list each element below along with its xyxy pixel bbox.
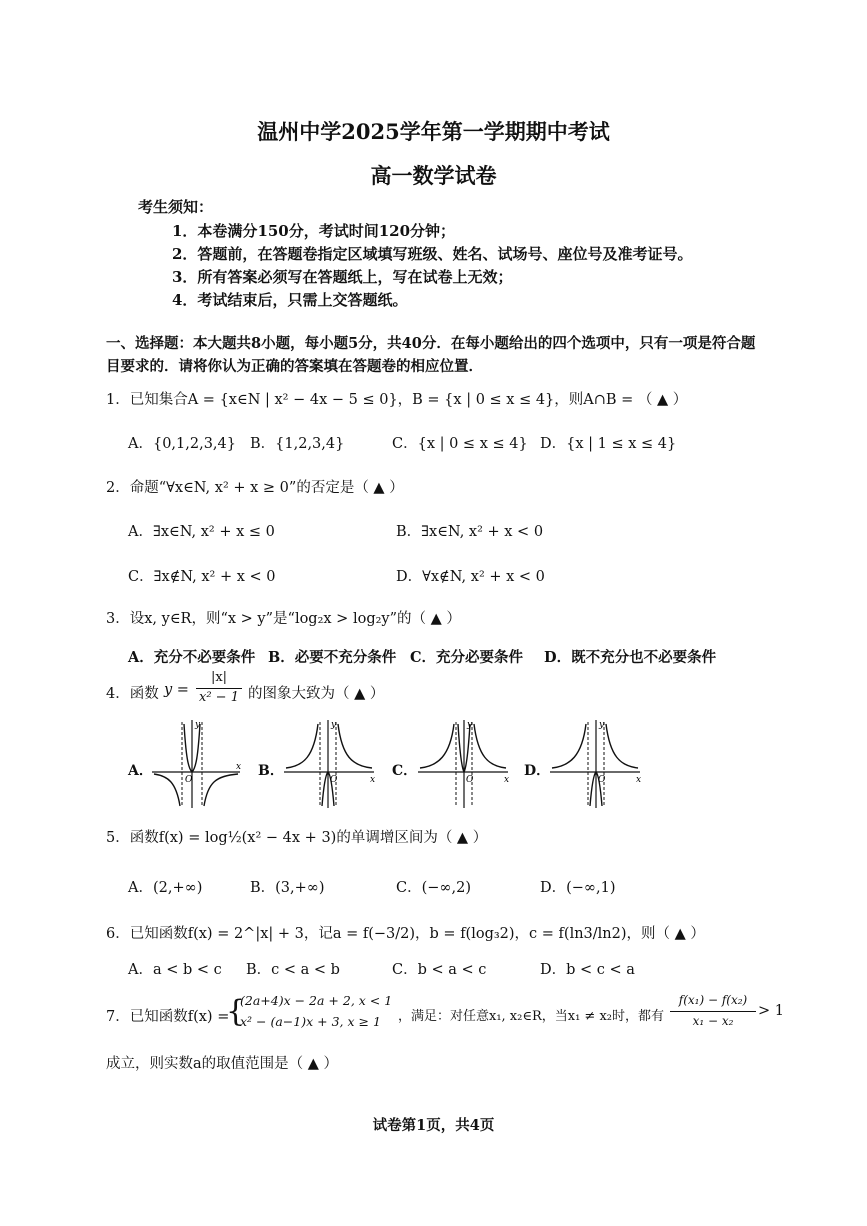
question-2-option-b: B．∃x∈N, x² + x < 0 (396, 524, 544, 540)
question-6-option-b: B．c < a < b (246, 962, 340, 978)
question-5-option-b: B．(3,+∞) (250, 880, 325, 896)
graph-a-curve-right (204, 774, 238, 806)
question-3-option-b: B．必要不充分条件 (268, 649, 397, 666)
graph-a-label: A． (128, 763, 153, 779)
question-5-stem: 5．函数f(x) = log½(x² − 4x + 3)的单调增区间为（ ▲ ） (106, 830, 488, 846)
section-instruction: 一、选择题：本大题共8小题，每小题5分，共40分．在每小题给出的四个选项中，只有一项是符合题 (106, 335, 756, 352)
notice-heading: 考生须知： (138, 198, 214, 216)
question-7-line-2: 成立，则实数a的取值范围是（ ▲ ） (106, 1056, 339, 1072)
graph-d-origin: O (598, 775, 606, 785)
graph-a-curve-left (154, 774, 180, 806)
graph-d-x-label: x (636, 775, 642, 785)
graph-b-origin: O (330, 775, 338, 785)
graph-a-x-label: x (236, 762, 242, 772)
question-2-stem: 2．命题“∀x∈N, x² + x ≥ 0”的否定是（ ▲ ） (106, 480, 404, 496)
question-7-frac-numerator: f(x₁) − f(x₂) (678, 993, 748, 1007)
question-1-stem: 1．已知集合A = {x∈N | x² − 4x − 5 ≤ 0}，B = {x | 0 ≤ x ≤ 4}，则A∩B = （ ▲ ） (106, 392, 688, 408)
question-4-stem-post: 的图象大致为（ ▲ ） (248, 686, 385, 702)
question-2-option-a: A．∃x∈N, x² + x ≤ 0 (128, 524, 275, 540)
graph-d-curve-left (552, 724, 586, 768)
notice-item: 2．答题前，在答题卷指定区域填写班级、姓名、试场号、座位号及准考证号。 (172, 245, 693, 263)
graph-a-origin: O (185, 775, 193, 785)
question-7-brace: { (226, 994, 246, 1029)
question-4-func-y: y = (164, 682, 189, 698)
question-1-option-c: C．{x | 0 ≤ x ≤ 4} (392, 436, 528, 452)
question-5-option-c: C．(−∞,2) (396, 880, 471, 896)
question-1-option-d: D．{x | 1 ≤ x ≤ 4} (540, 436, 677, 452)
graph-d (548, 716, 648, 810)
question-7-case-1: (2a+4)x − 2a + 2, x < 1 (240, 993, 393, 1008)
question-7-frac-denominator: x₁ − x₂ (692, 1014, 734, 1028)
graph-c-curve-left (420, 724, 454, 768)
graph-c-label: C． (392, 763, 418, 779)
question-5-option-d: D．(−∞,1) (540, 880, 616, 896)
graph-a (150, 716, 250, 810)
page-footer: 试卷第1页，共4页 (372, 1117, 495, 1134)
graph-b-curve-right (338, 724, 372, 768)
graph-b-x-label: x (370, 775, 376, 785)
question-5-option-a: A．(2,+∞) (128, 880, 203, 896)
question-7-case-2: x² − (a−1)x + 3, x ≥ 1 (240, 1014, 381, 1029)
graph-b-curve-left (286, 724, 318, 768)
question-6-stem: 6．已知函数f(x) = 2^|x| + 3，记a = f(−3/2)，b = f(log₃2)，c = f(ln3/ln2)，则（ ▲ ） (106, 926, 705, 942)
notice-item: 1．本卷满分150分，考试时间120分钟； (172, 222, 456, 240)
notice-item: 3．所有答案必须写在答题纸上，写在试卷上无效； (172, 268, 513, 286)
question-7-stem-mid: ，满足：对任意x₁, x₂∈R，当x₁ ≠ x₂时，都有 (398, 1009, 665, 1024)
graph-b-label: B． (258, 763, 284, 779)
question-4-stem-pre: 4．函数 (106, 686, 159, 702)
graph-c-x-label: x (504, 775, 510, 785)
question-2-option-c: C．∃x∉N, x² + x < 0 (128, 569, 276, 585)
graph-d-curve-right (606, 724, 638, 768)
question-2-option-d: D．∀x∉N, x² + x < 0 (396, 569, 545, 585)
question-6-option-a: A．a < b < c (128, 962, 222, 978)
question-3-stem: 3．设x, y∈R，则“x > y”是“log₂x > log₂y”的（ ▲ ） (106, 611, 461, 627)
graph-c (416, 716, 516, 810)
graph-d-label: D． (524, 763, 551, 779)
question-7-stem-tail: > 1 (758, 1003, 784, 1019)
question-7-fraction-bar (670, 1011, 756, 1012)
question-6-option-d: D．b < c < a (540, 962, 635, 978)
graph-b (282, 716, 382, 810)
graph-c-y-label: y (467, 720, 473, 730)
question-3-option-d: D．既不充分也不必要条件 (544, 649, 717, 666)
graph-a-y-label: y (195, 720, 201, 730)
question-1-option-b: B．{1,2,3,4} (250, 436, 345, 452)
question-6-option-c: C．b < a < c (392, 962, 487, 978)
graph-b-y-label: y (331, 720, 337, 730)
graph-c-curve-right (474, 724, 506, 768)
question-3-option-a: A．充分不必要条件 (128, 649, 256, 666)
exam-subtitle: 高一数学试卷 (370, 163, 497, 188)
question-4-func-numerator: |x| (210, 670, 228, 685)
section-instruction: 目要求的．请将你认为正确的答案填在答题卷的相应位置． (106, 358, 483, 375)
notice-item: 4．考试结束后，只需上交答题纸。 (172, 291, 408, 309)
graph-d-y-label: y (599, 720, 605, 730)
question-4-fraction-bar (196, 688, 242, 689)
question-4-func-denominator: x² − 1 (199, 690, 239, 705)
graph-c-origin: O (466, 775, 474, 785)
question-7-stem-pre: 7．已知函数f(x) = (106, 1009, 230, 1025)
question-3-option-c: C．充分必要条件 (410, 649, 524, 666)
question-1-option-a: A．{0,1,2,3,4} (128, 436, 236, 452)
exam-title: 温州中学2025学年第一学期期中考试 (257, 119, 610, 144)
